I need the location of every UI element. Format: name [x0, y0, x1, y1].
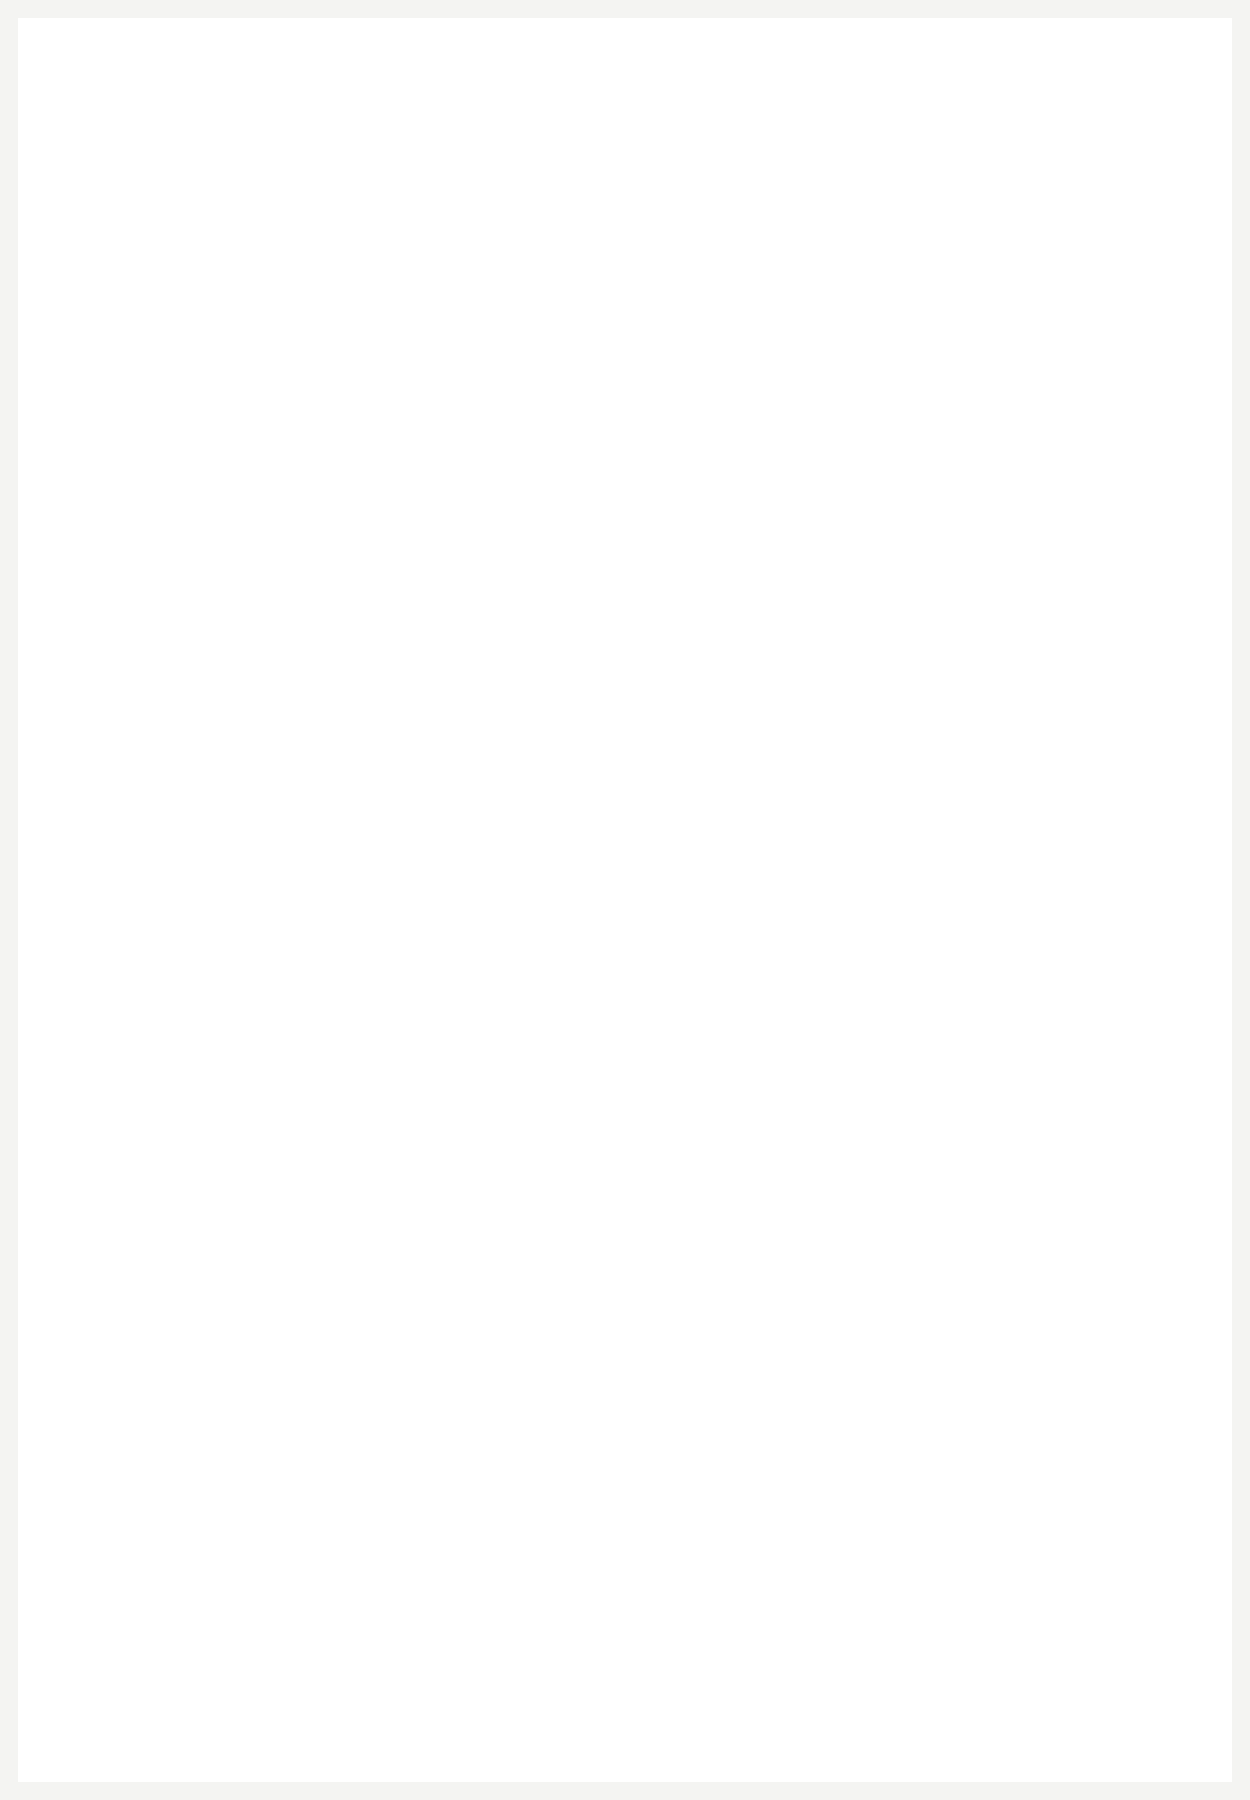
page-sheet [18, 18, 1232, 1782]
